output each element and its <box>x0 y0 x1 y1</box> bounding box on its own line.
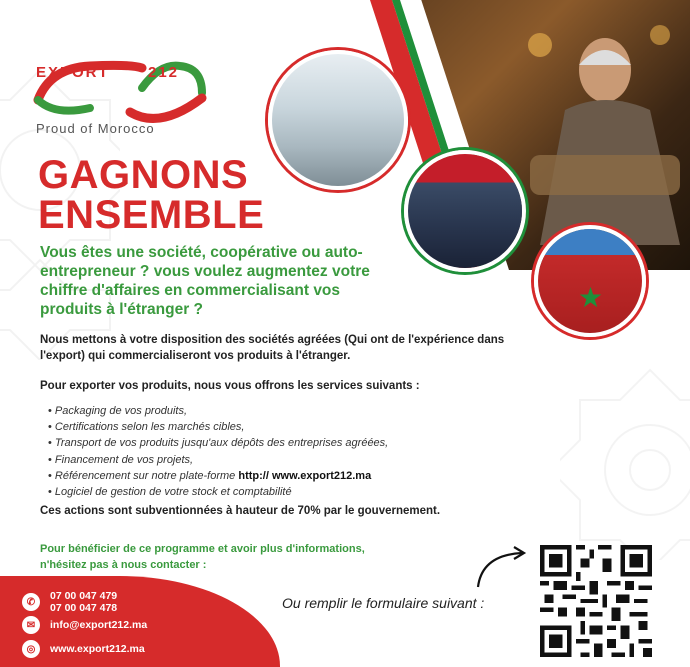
service-item-platform <box>48 468 388 484</box>
contact-cta <box>40 541 440 573</box>
service-item-label: Référencement sur notre plate-forme <box>54 469 236 482</box>
logo-export-text: EXPORT <box>36 64 110 81</box>
globe-icon: ◎ <box>22 640 40 658</box>
logo-212-text: 212 <box>148 64 180 81</box>
website-link[interactable]: www.export212.ma <box>50 643 145 655</box>
contact-cta-line-1: Pour bénéficier de ce programme et avoir plus d'informations, <box>40 543 365 555</box>
trade-fair-photo <box>404 150 526 272</box>
star-icon: ★ <box>578 282 604 313</box>
phone-number-2[interactable]: 07 00 047 478 <box>50 602 118 614</box>
container-photo <box>534 225 646 337</box>
website-row[interactable] <box>22 640 145 658</box>
moroccan-pattern-right <box>560 360 690 560</box>
tagline: Proud of Morocco <box>36 121 155 136</box>
question-text: Vous êtes une société, coopérative ou auto-entrepreneur ? vous voulez augmentez votre chiffre d'affaires en commercialisant vos produits à l'étranger ? <box>40 244 370 318</box>
phone-number-1[interactable]: 07 00 047 479 <box>50 590 118 602</box>
service-item: • Financement de vos projets, <box>48 452 388 468</box>
phone-icon: ✆ <box>22 593 40 611</box>
arrow-icon <box>472 545 532 590</box>
headline-line-1: GAGNONS <box>38 153 249 197</box>
email-link[interactable]: info@export212.ma <box>50 619 148 631</box>
factory-photo <box>268 50 408 190</box>
qr-code[interactable] <box>540 545 652 657</box>
service-item: • Packaging de vos produits, <box>48 403 388 419</box>
headline-line-2: ENSEMBLE <box>38 193 265 237</box>
form-text: Ou remplir le formulaire suivant : <box>282 595 485 611</box>
export212-logo <box>30 38 210 128</box>
email-row[interactable] <box>22 616 147 634</box>
service-item: • Certifications selon les marchés cibles, <box>48 419 388 435</box>
service-item: • Transport de vos produits jusqu'aux dépôts des entreprises agréées, <box>48 435 388 451</box>
artisan-illustration <box>510 15 690 245</box>
headline <box>38 155 264 235</box>
mail-icon: ✉ <box>22 616 40 634</box>
service-item: • Logiciel de gestion de votre stock et comptabilité <box>48 484 388 500</box>
platform-link[interactable]: http:// www.export212.ma <box>238 469 372 482</box>
services-title: Pour exporter vos produits, nous vous offrons les services suivants : <box>40 380 420 392</box>
subsidy-text: Ces actions sont subventionnées à hauteur de 70% par le gouvernement. <box>40 505 441 517</box>
services-list <box>48 403 388 500</box>
phone-row[interactable] <box>22 590 117 614</box>
contact-cta-line-2: n'hésitez pas à nous contacter : <box>40 559 207 571</box>
intro-text: Nous mettons à votre disposition des sociétés agréées (Qui ont de l'expérience dans l'export) qui commercialiseront vos produits à l'étranger. <box>40 334 505 362</box>
